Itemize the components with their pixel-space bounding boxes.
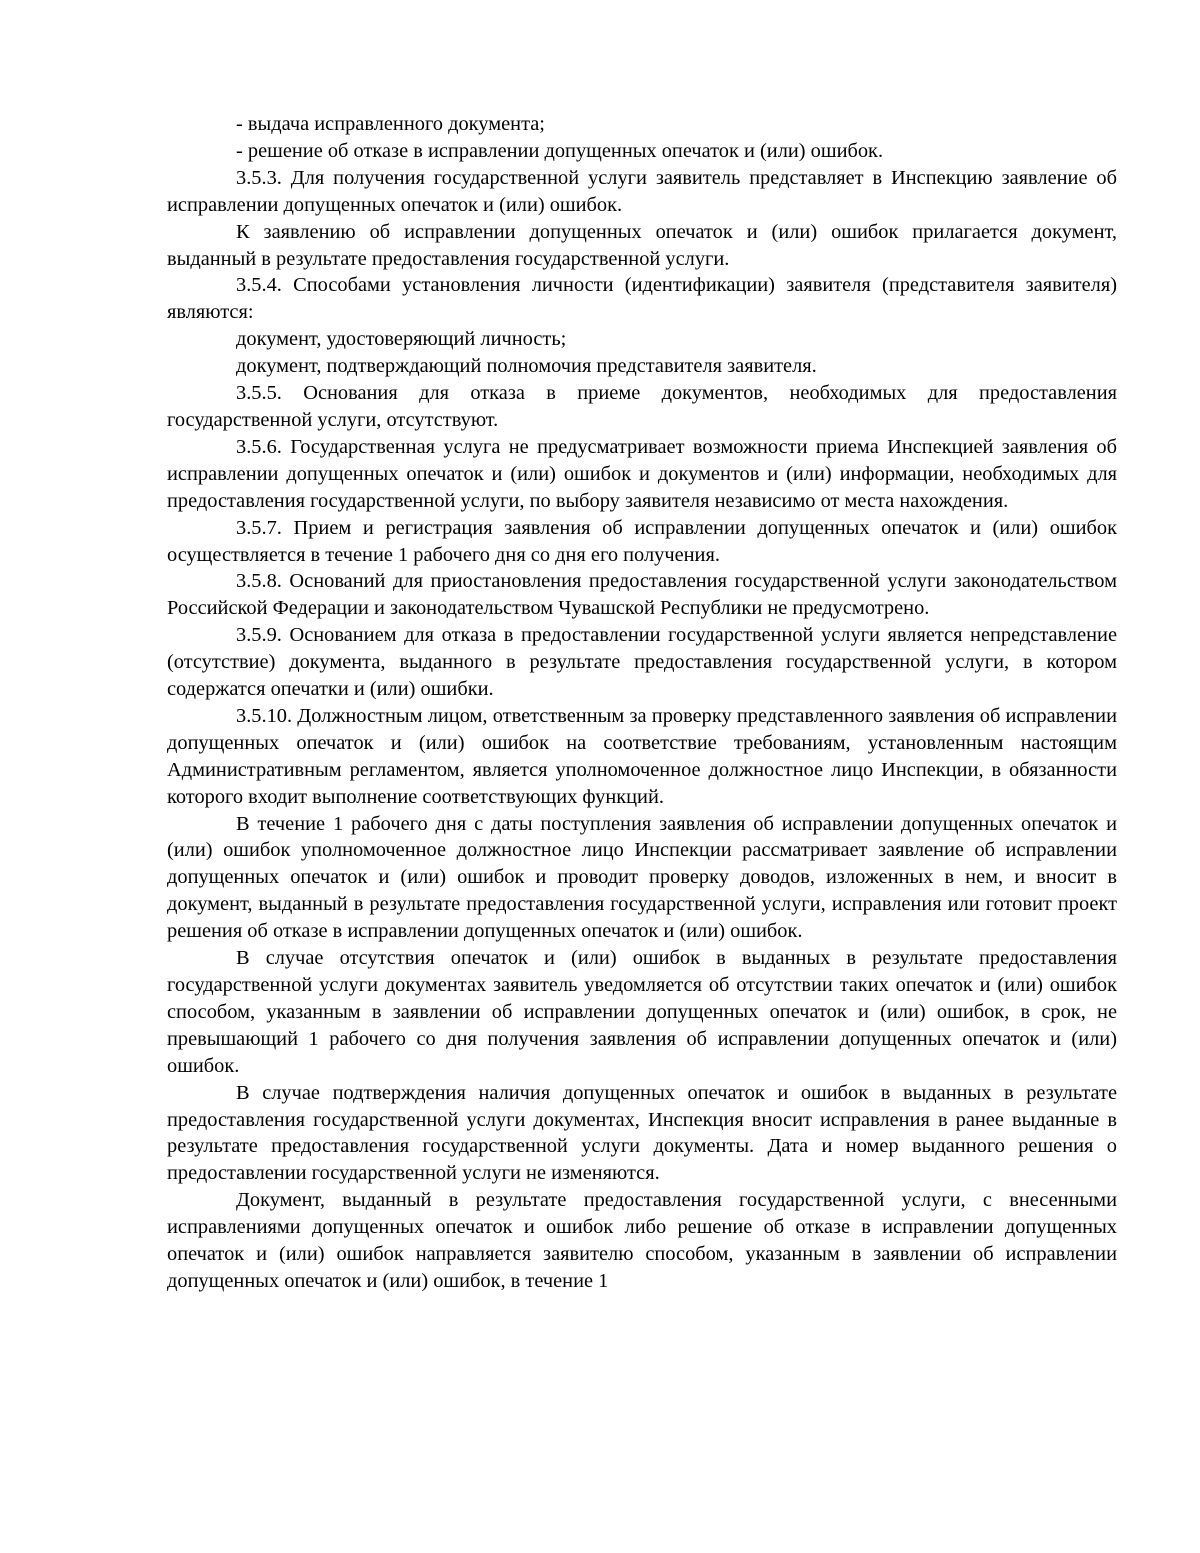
- paragraph-item-2: - решение об отказе в исправлении допущенных опечаток и (или) ошибок.: [236, 139, 884, 162]
- paragraph-id-document: документ, удостоверяющий личность;: [236, 328, 567, 351]
- paragraph-3-5-6: 3.5.6. Государственная услуга не предусматривает возможности приема Инспекцией заявления об исправлении допущенных опечаток и (или) ошибок и документов и (или) информации, необходимых для предоставления государственной услуги, по выбору заявителя независимо от места нахождения.: [167, 435, 1117, 512]
- paragraph-document-sent: Документ, выданный в результате предоставления государственной услуги, с внесенными исправлениями допущенных опечаток и ошибок либо решение об отказе в исправлении допущенных опечаток и (или) ошибок направляется заявителю способом, указанным в заявлении об исправлении допущенных опечаток и (или) ошибок, в течение 1: [167, 1189, 1117, 1292]
- paragraph-3-5-8: 3.5.8. Оснований для приостановления предоставления государственной услуги законодательством Российской Федерации и законодательством Чувашской Республики не предусмотрено.: [167, 570, 1117, 620]
- paragraph-3-5-10: 3.5.10. Должностным лицом, ответственным за проверку представленного заявления об исправлении допущенных опечаток и (или) ошибок на соответствие требованиям, установленным настоящим Административным регламентом, является уполномоченное должностное лицо Инспекции, в обязанности которого входит выполнение соответствующих функций.: [167, 704, 1117, 808]
- paragraph-3-5-9: 3.5.9. Основанием для отказа в предоставлении государственной услуги является непредставление (отсутствие) документа, выданного в результате предоставления государственной услуги, в котором содержатся опечатки и (или) ошибки.: [167, 624, 1117, 701]
- paragraph-attachment: К заявлению об исправлении допущенных опечаток и (или) ошибок прилагается документ, выданный в результате предоставления государственной услуги.: [167, 220, 1117, 270]
- paragraph-3-5-7: 3.5.7. Прием и регистрация заявления об исправлении допущенных опечаток и (или) ошибок осуществляется в течение 1 рабочего дня со дня его получения.: [167, 516, 1117, 566]
- paragraph-3-5-4: 3.5.4. Способами установления личности (идентификации) заявителя (представителя заявителя) являются:: [167, 274, 1117, 324]
- paragraph-3-5-3: 3.5.3. Для получения государственной услуги заявитель представляет в Инспекцию заявление об исправлении допущенных опечаток и (или) ошибок.: [167, 166, 1117, 216]
- paragraph-errors-confirmed: В случае подтверждения наличия допущенных опечаток и ошибок в выданных в результате предоставления государственной услуги документах, Инспекция вносит исправления в ранее выданные в результате предоставления государственной услуги документы. Дата и номер выданного решения о предоставлении государственной услуги не изменяются.: [167, 1081, 1117, 1185]
- paragraph-review: В течение 1 рабочего дня с даты поступления заявления об исправлении допущенных опечаток и (или) ошибок уполномоченное должностное лицо Инспекции рассматривает заявление об исправлении допущенных опечаток и (или) ошибок и проводит проверку доводов, изложенных в нем, и вносит в документ, выданный в результате предоставления государственной услуги, исправления или готовит проект решения об отказе в исправлении допущенных опечаток и (или) ошибок.: [167, 812, 1117, 943]
- paragraph-no-errors: В случае отсутствия опечаток и (или) ошибок в выданных в результате предоставления государственной услуги документах заявитель уведомляется об отсутствии таких опечаток и (или) ошибок способом, указанным в заявлении об исправлении допущенных опечаток и (или) ошибок, в срок, не превышающий 1 рабочего со дня получения заявления об исправлении допущенных опечаток и (или) ошибок.: [167, 947, 1117, 1077]
- document-page: [167, 111, 1117, 1295]
- paragraph-3-5-5: 3.5.5. Основания для отказа в приеме документов, необходимых для предоставления государственной услуги, отсутствуют.: [167, 382, 1117, 431]
- paragraph-item-1: - выдача исправленного документа;: [236, 113, 545, 135]
- paragraph-authority-document: документ, подтверждающий полномочия представителя заявителя.: [236, 355, 817, 378]
